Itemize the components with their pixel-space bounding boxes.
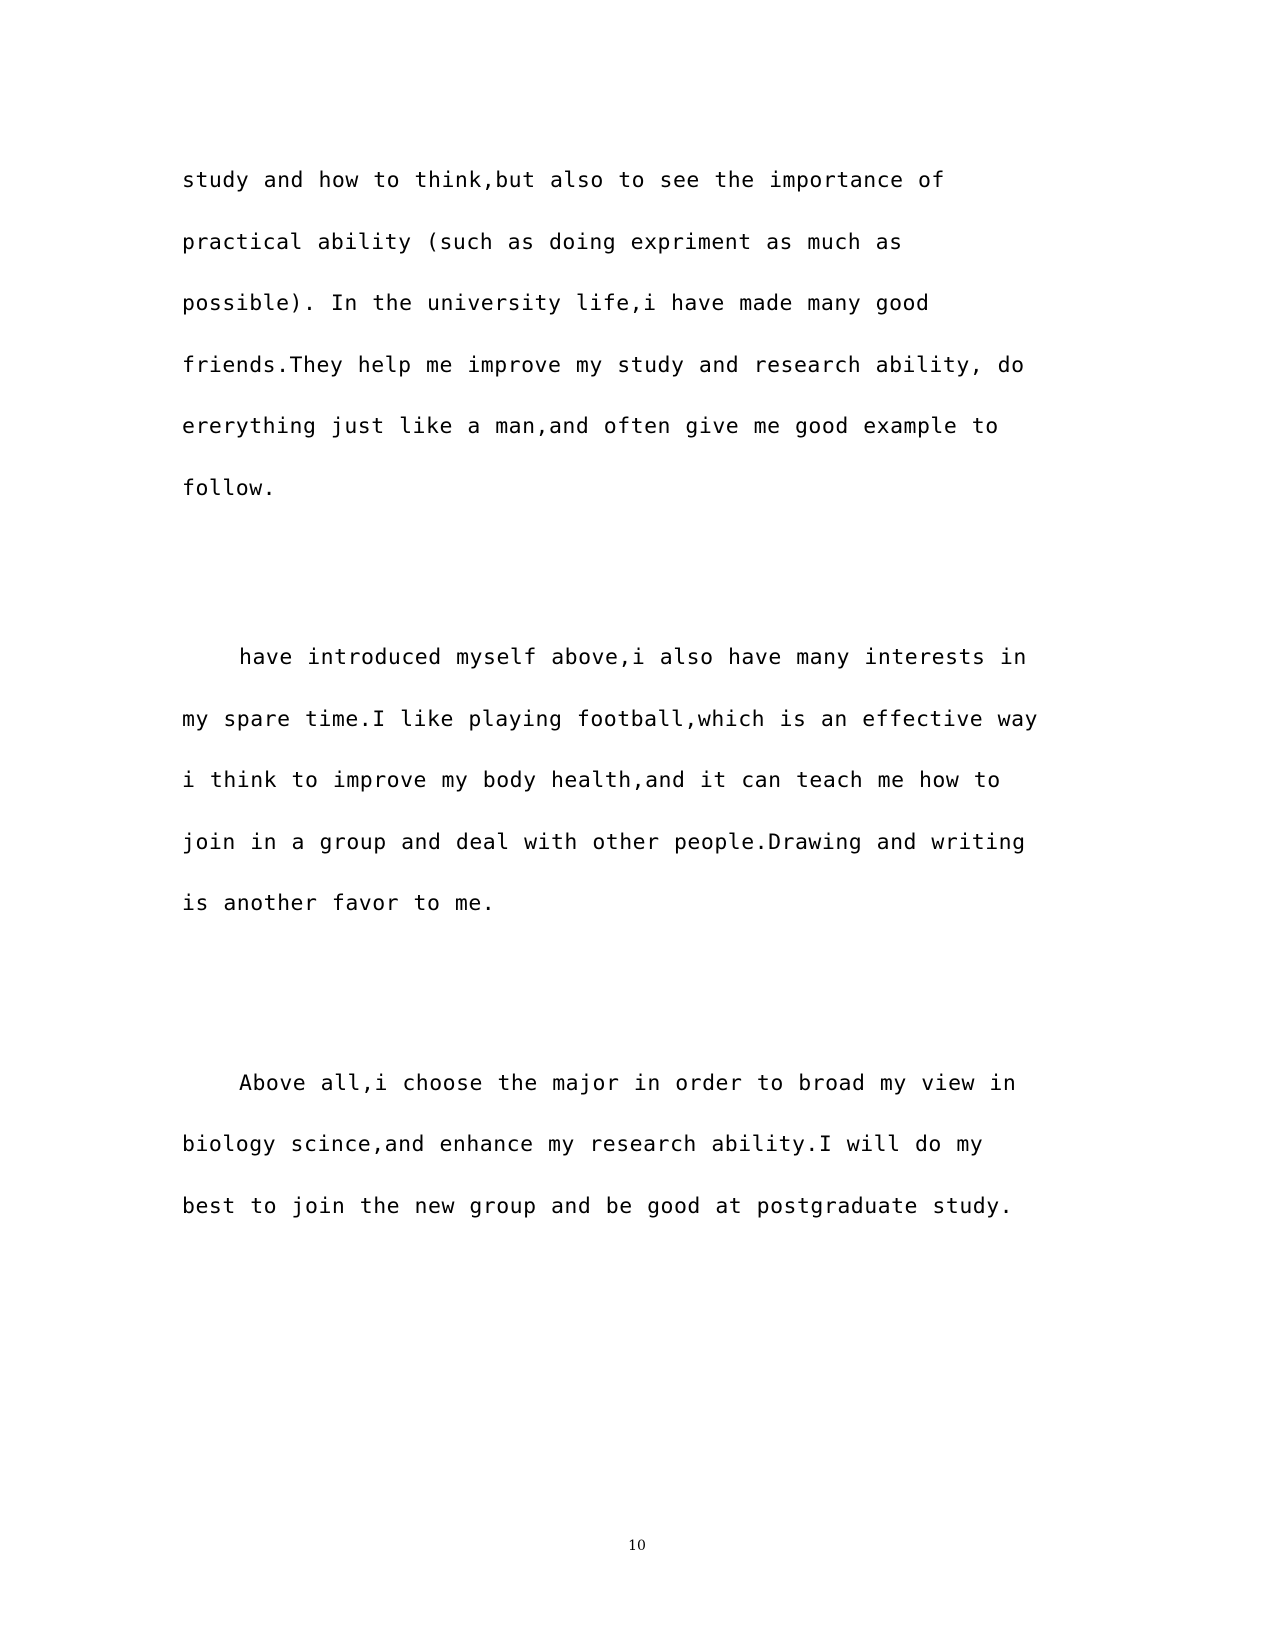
page-number: 10 bbox=[628, 1538, 646, 1554]
paragraph-spacer-2 bbox=[182, 935, 1042, 1053]
paragraph-spacer-1 bbox=[182, 519, 1042, 627]
page-body bbox=[182, 150, 1053, 1237]
paragraph-2: have introduced myself above,i also have many interests in my spare time.I like playing football,which is an effective way i think to improve my body health,and it can teach me how to join in a group and deal with other people.Drawing and writing is another favor to me. bbox=[182, 645, 1053, 916]
paragraph-1: study and how to think,but also to see the importance of practical ability (such as doing expriment as much as possible). In the university life,i have made many good friends.They help me improve my study and research ability, do ererything just like a man,and often give me good example to follow. bbox=[182, 168, 1039, 501]
paragraph-3: Above all,i choose the major in order to broad my view in biology scince,and enhance my research ability.I will do my best to join the new group and be good at postgraduate study. bbox=[182, 1070, 1031, 1219]
